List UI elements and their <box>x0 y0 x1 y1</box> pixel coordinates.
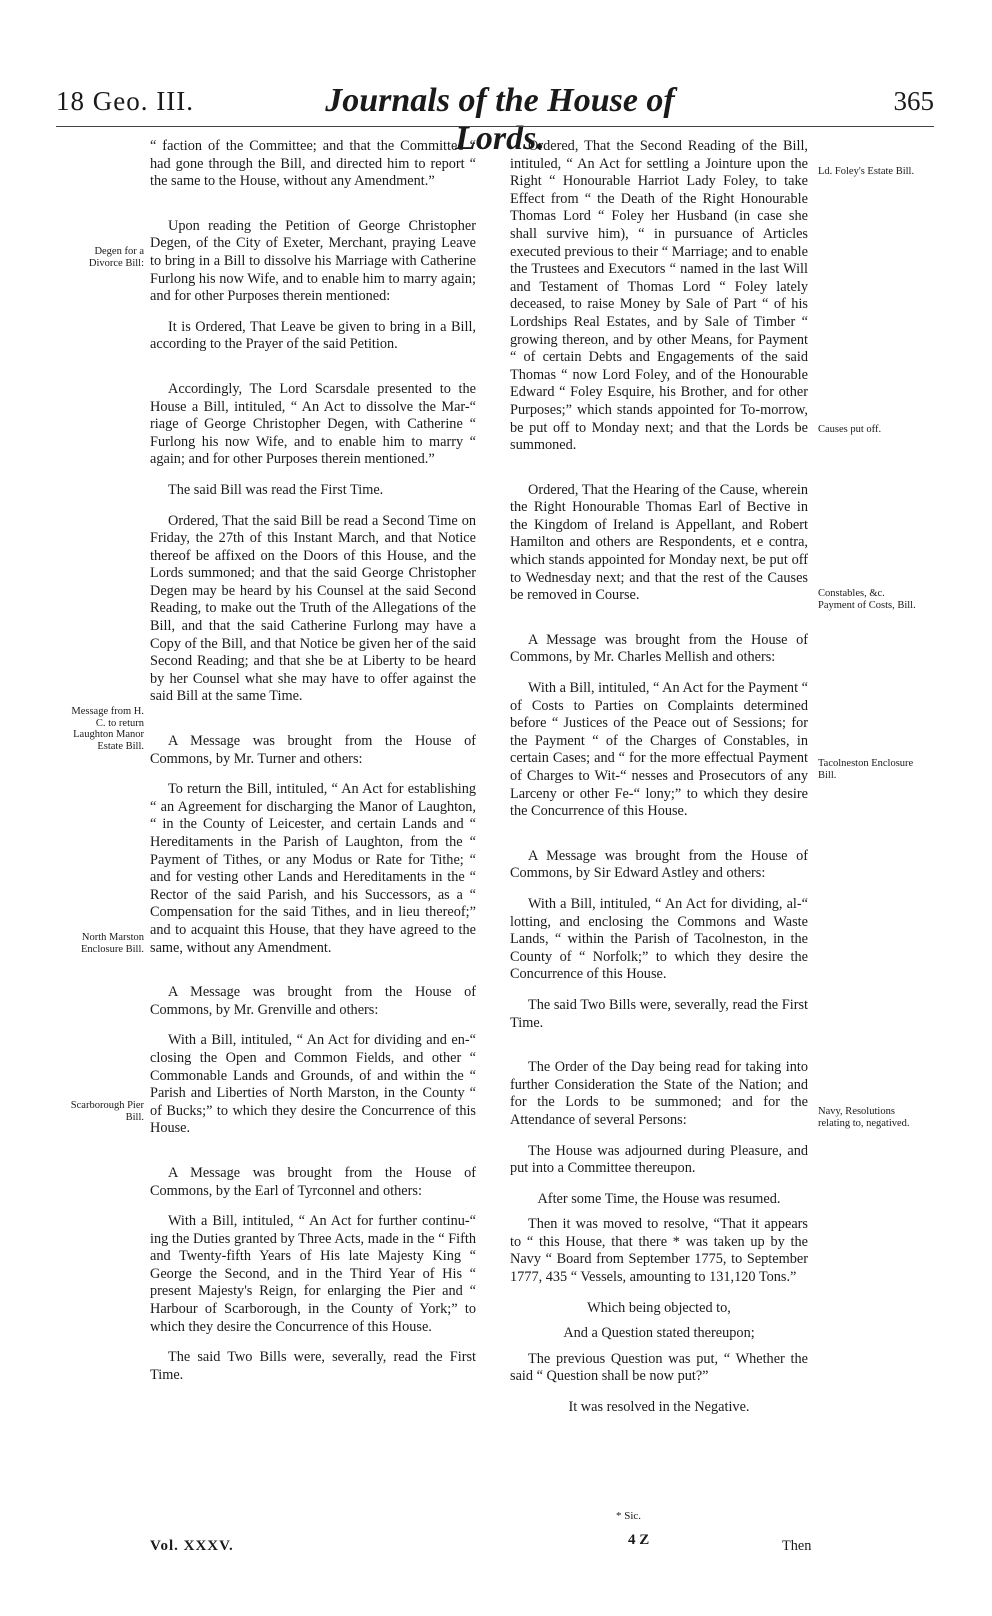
mellish-message: A Message was brought from the House of Commons, by Mr. Charles Mellish and others: <box>510 631 808 666</box>
two-bills-first-reading: The said Two Bills were, severally, read the First Time. <box>150 1349 476 1383</box>
page-number: 365 <box>893 86 934 116</box>
margin-note-tacolneston: Tacolneston Enclosure Bill. <box>818 758 914 781</box>
margin-note-scarborough: Scarborough Pier Bill. <box>70 1100 144 1123</box>
degen-leave-order: It is Ordered, That Leave be given to bring in a Bill, according to the Prayer of the said Petition. <box>150 318 476 353</box>
degen-bill-presented: Accordingly, The Lord Scarsdale presented to the House a Bill, intituled, “ An Act to dissolve the Mar-“ riage of George Christopher Degen, with Catherine “ Furlong his now Wife, and to enable him to marry “ again; and for other Purposes therein mentioned.” <box>150 380 476 468</box>
margin-note-constables: Constables, &c. Payment of Costs, Bill. <box>818 588 916 611</box>
scarborough-bill: With a Bill, intituled, “ An Act for further continu-“ ing the Duties granted by Three Acts, made in the “ Fifth and Twenty-fifth Years of His late Majesty King “ George the Second, and in the Third Year of His “ present Majesty's Reign, for enlarging the Pier and “ Harbour of Scarborough, in the County of York;” to which they desire the Concurrence of this House. <box>150 1213 476 1335</box>
committee-adjournment: The House was adjourned during Pleasure, and put into a Committee thereupon. <box>510 1142 808 1177</box>
header-rule <box>56 126 934 127</box>
question-stated-line: And a Question stated thereupon; <box>563 1325 755 1342</box>
margin-note-foley: Ld. Foley's Estate Bill. <box>818 166 915 177</box>
degen-petition: Upon reading the Petition of George Christopher Degen, of the City of Exeter, Merchant, praying Leave to bring in a Bill to dissolve his Marriage with Catherine Furlong his now Wife, and to enable him to marry again; and for other Purposes therein mentioned: <box>150 217 476 305</box>
left-column <box>150 138 476 1397</box>
laughton-message: A Message was brought from the House of Commons, by Mr. Turner and others: <box>150 733 476 767</box>
margin-note-navy: Navy, Resolutions relating to, negatived. <box>818 1106 910 1129</box>
page-header <box>0 80 992 157</box>
resolved-negative: It was resolved in the Negative. <box>568 1399 750 1416</box>
catchword: Then <box>782 1538 812 1554</box>
astley-message: A Message was brought from the House of Commons, by Sir Edward Astley and others: <box>510 847 808 882</box>
signature-mark: 4 Z <box>628 1532 650 1548</box>
volume-label: Vol. XXXV. <box>150 1538 234 1554</box>
committee-report-end: “ faction of the Committee; and that the Committee “ had gone through the Bill, and directed him to report “ the same to the House, without any Amendment.” <box>150 138 476 190</box>
two-bills-first-reading-right: The said Two Bills were, severally, read the First Time. <box>510 996 808 1031</box>
north-marston-message: A Message was brought from the House of Commons, by Mr. Grenville and others: <box>150 984 476 1018</box>
degen-first-reading: The said Bill was read the First Time. <box>168 481 384 498</box>
journal-title: Journals of the House of Lords. <box>325 82 675 157</box>
laughton-bill-return: To return the Bill, intituled, “ An Act for establishing “ an Agreement for discharging the Manor of Laughton, “ in the County of Leicester, and certain Lands and “ Hereditaments in the Parish of Laughton, from the “ Payment of Tithes, or any Modus or Rate for Tithe; “ and for vesting other Lands and Hereditaments in the “ Rector of the said Parish, and his Successors, as a “ Compensation for the said Tithes, and in lieu thereof;” and to acquaint this House, that they have agreed to the same, without any Amendment. <box>150 781 476 956</box>
sic-footnote: * Sic. <box>616 1510 642 1522</box>
previous-question: The previous Question was put, “ Whether the said “ Question shall be now put?” <box>510 1350 808 1385</box>
margin-note-causes: Causes put off. <box>818 424 882 435</box>
state-of-nation-order: The Order of the Day being read for taking into further Consideration the State of the Nation; and for the Lords to be summoned; and for the Attendance of several Persons: <box>510 1059 808 1128</box>
objection-line: Which being objected to, <box>587 1299 731 1316</box>
house-resumed: After some Time, the House was resumed. <box>537 1190 781 1207</box>
bective-cause-order: Ordered, That the Hearing of the Cause, wherein the Right Honourable Thomas Earl of Bective in the Kingdom of Ireland is Appellant, and Robert Hamilton and others are Respondents, et e contra, which stands appointed for Monday next, be put off to Wednesday next; and that the rest of the Causes be removed in Course. <box>510 481 808 604</box>
costs-bill: With a Bill, intituled, “ An Act for the Payment “ of Costs to Parties on Complaints determined before “ Justices of the Peace out of Sessions; for the Payment “ of the Charges of Constables, in certain Cases; and “ for the more effectual Payment of Charges to Wit-“ nesses and Prosecutors of any Larceny or other Fe-“ lony;” to which they desire the Concurrence of this House. <box>510 680 808 820</box>
margin-note-degen: Degen for a Divorce Bill: <box>88 246 144 269</box>
margin-note-laughton: Message from H. C. to return Laughton Manor Estate Bill. <box>71 706 144 752</box>
degen-second-reading-order: Ordered, That the said Bill be read a Second Time on Friday, the 27th of this Instant March, and that Notice thereof be affixed on the Doors of this House, and the Lords summoned; and that the said George Christopher Degen may be heard by his Counsel at the said Second Reading, to make out the Truth of the Allegations of the Bill, and that the said Catherine Furlong may have a Copy of the Bill, and that Notice be given her of the said Second Reading; and that she be at Liberty to be heard by her Counsel what she may have to offer against the said Bill at the same Time. <box>150 512 476 705</box>
north-marston-bill: With a Bill, intituled, “ An Act for dividing and en-“ closing the Open and Common Fields, and other “ Commonable Lands and Grounds, of and within the “ Parish and Liberties of North Marston, in the County “ of Bucks;” to which they desire the Concurrence of this House. <box>150 1032 476 1137</box>
right-column <box>510 138 808 1425</box>
session-label: 18 Geo. III. <box>56 86 194 116</box>
navy-motion: Then it was moved to resolve, “That it appears to “ this House, that there * was taken up by the Navy “ Board from September 1775, to September 1777, 435 “ Vessels, amounting to 131,120 Tons.” <box>510 1216 808 1286</box>
foley-second-reading-order: Ordered, That the Second Reading of the Bill, intituled, “ An Act for settling a Jointure upon the Right “ Honourable Harriot Lady Foley, to take Effect from “ the Death of the Right Honourable Thomas Lord “ Foley her Husband (in case she shall survive him), “ in pursuance of Articles executed previous to their “ Marriage; and to enable the Trustees and Executors “ named in the last Will and Testament of Thomas Lord “ Foley lately deceased, to raise Money by Sale of Part “ of his Lordships Real Estates, and by Sale of Timber “ growing thereon, and by other Means, for Payment “ of certain Debts and Engagements of the said Thomas “ now Lord Foley, and of the Honourable Edward “ Foley Esquire, his Brother, and for other Purposes;” which stands appointed for To-morrow, be put off to Monday next; and that the Lords be summoned. <box>510 138 808 454</box>
scarborough-message: A Message was brought from the House of Commons, by the Earl of Tyrconnel and others: <box>150 1164 476 1199</box>
tacolneston-bill: With a Bill, intituled, “ An Act for dividing, al-“ lotting, and enclosing the Commons and Waste Lands, “ within the Parish of Tacolneston, in the County of “ Norfolk;” to which they desire the Concurrence of this House. <box>510 895 808 983</box>
margin-note-north-marston: North Marston Enclosure Bill. <box>81 932 144 955</box>
